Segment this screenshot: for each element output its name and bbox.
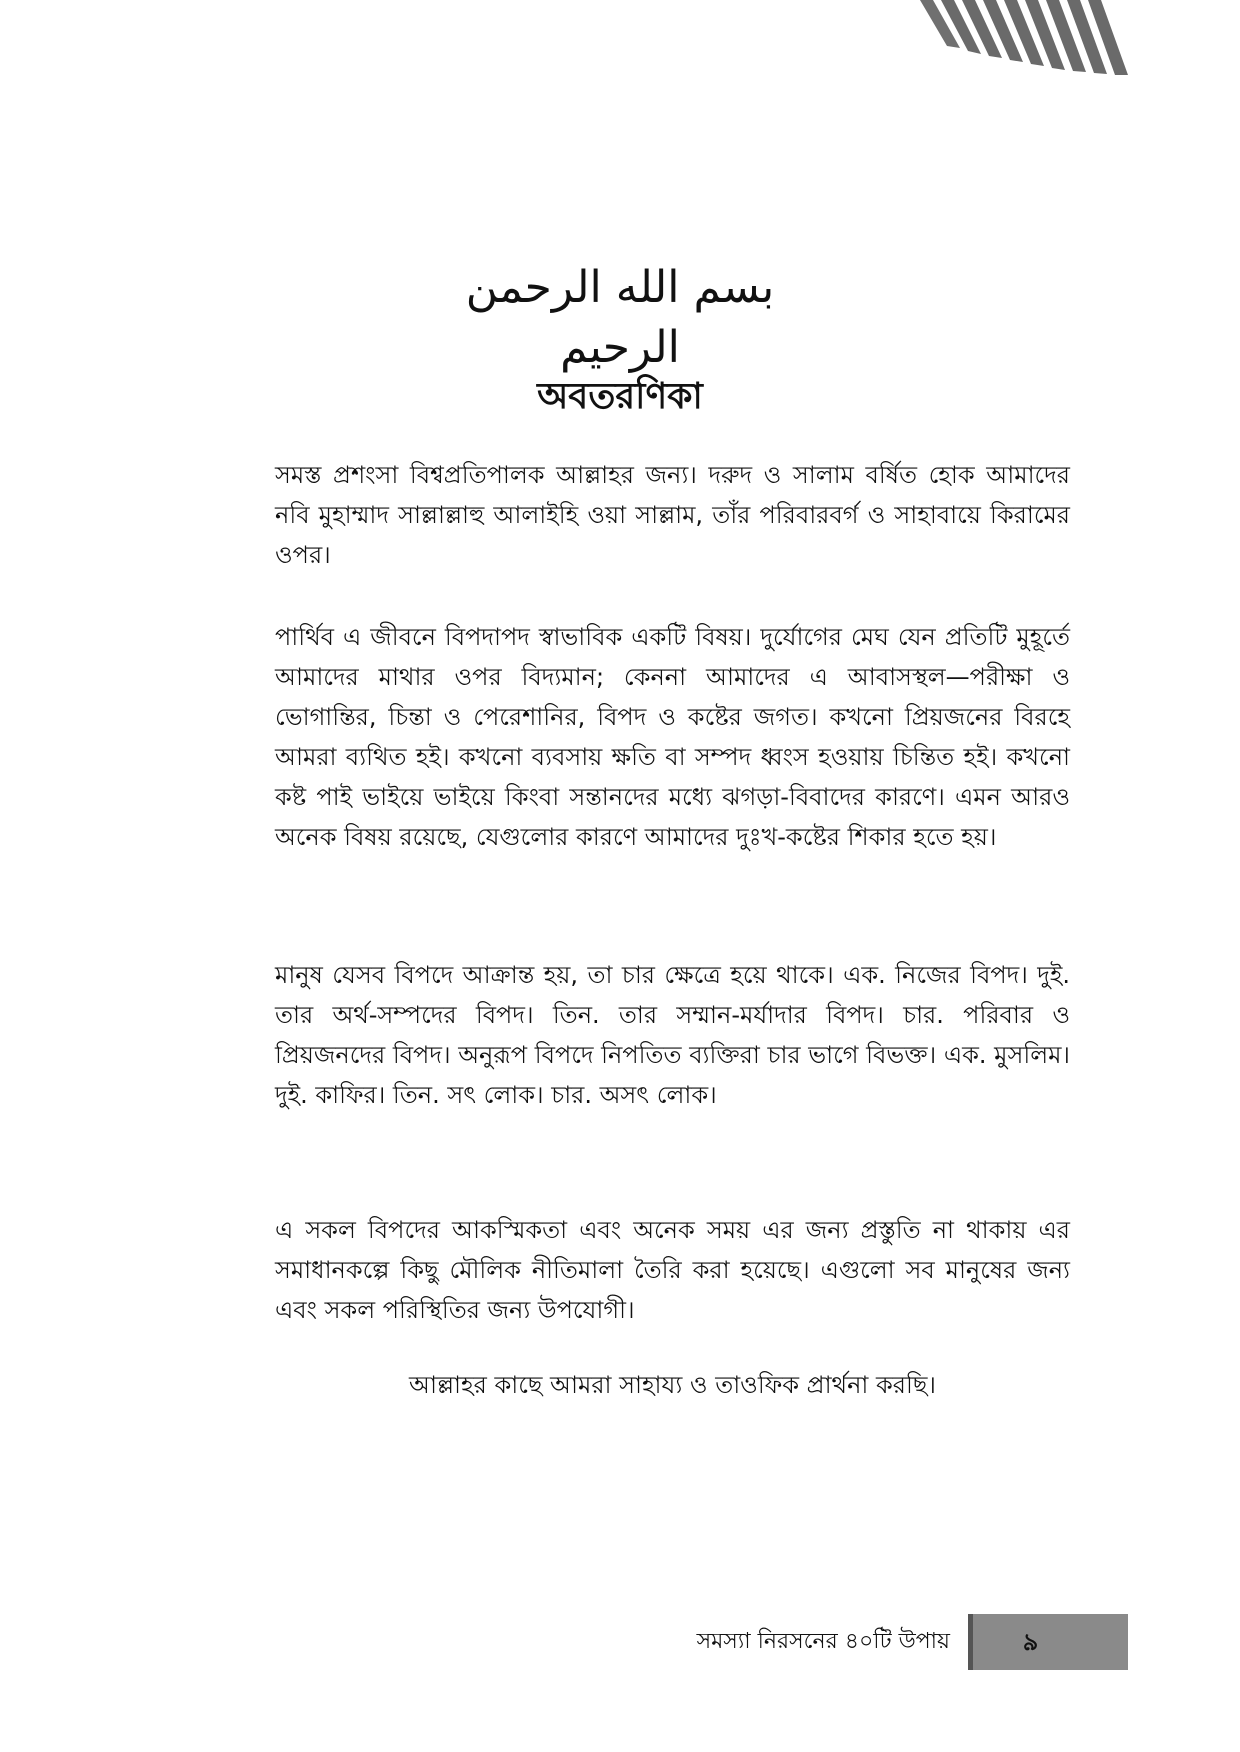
footer-book-title: সমস্যা নিরসনের ৪০টি উপায় (696, 1629, 950, 1654)
closing-line: আল্লাহর কাছে আমরা সাহায্য ও তাওফিক প্রার্থনা করছি। (408, 1371, 936, 1399)
corner-stripes-decoration (905, 0, 1145, 75)
paragraph-1: সমস্ত প্রশংসা বিশ্বপ্রতিপালক আল্লাহর জন্য। দরুদ ও সালাম বর্ষিত হোক আমাদের নবি মুহাম্মাদ সাল্লাল্লাহু আলাইহি ওয়া সাল্লাম, তাঁর পরিবারবর্গ ও সাহাবায়ে কিরামের ওপর। (275, 461, 1070, 569)
paragraph-2: পার্থিব এ জীবনে বিপদাপদ স্বাভাবিক একটি বিষয়। দুর্যোগের মেঘ যেন প্রতিটি মুহূর্তে আমাদের মাথার ওপর বিদ্যমান; কেননা আমাদের এ আবাসস্থল—পরীক্ষা ও ভোগান্তির, চিন্তা ও পেরেশানির, বিপদ ও কষ্টের জগত। কখনো প্রিয়জনের বিরহে আমরা ব্যথিত হই। কখনো ব্যবসায় ক্ষতি বা সম্পদ ধ্বংস হওয়ায় চিন্তিত হই। কখনো কষ্ট পাই ভাইয়ে ভাইয়ে কিংবা সন্তানদের মধ্যে ঝগড়া-বিবাদের কারণে। এমন আরও অনেক বিষয় রয়েছে, যেগুলোর কারণে আমাদের দুঃখ-কষ্টের শিকার হতে হয়। (275, 623, 1070, 851)
page-title: অবতরণিকা (537, 376, 703, 417)
paragraph-4: এ সকল বিপদের আকস্মিকতা এবং অনেক সময় এর জন্য প্রস্তুতি না থাকায় এর সমাধানকল্পে কিছু মৌলিক নীতিমালা তৈরি করা হয়েছে। এগুলো সব মানুষের জন্য এবং সকল পরিস্থিতির জন্য উপযোগী। (275, 1216, 1070, 1324)
footer-page-tab (968, 1614, 1128, 1670)
paragraph-3: মানুষ যেসব বিপদে আক্রান্ত হয়, তা চার ক্ষেত্রে হয়ে থাকে। এক. নিজের বিপদ। দুই. তার অর্থ-সম্পদের বিপদ। তিন. তার সম্মান-মর্যাদার বিপদ। চার. পরিবার ও প্রিয়জনদের বিপদ। অনুরূপ বিপদে নিপতিত ব্যক্তিরা চার ভাগে বিভক্ত। এক. মুসলিম। দুই. কাফির। তিন. সৎ লোক। চার. অসৎ লোক। (275, 961, 1070, 1109)
page-number: ৯ (1022, 1628, 1039, 1656)
bismillah-heading: بسم الله الرحمن الرحيم (465, 262, 775, 373)
